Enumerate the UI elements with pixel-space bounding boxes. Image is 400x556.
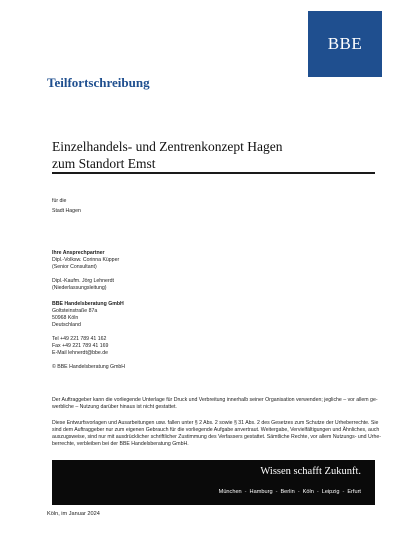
title-divider: [52, 172, 375, 174]
city-separator: -: [297, 489, 300, 495]
client-prefix: für die: [52, 198, 67, 204]
usage-notice-line: werbliche – Nutzung darüber hinaus ist nicht gestattet.: [52, 404, 177, 410]
city-separator: -: [342, 489, 345, 495]
contact-1-role: (Senior Consultant): [52, 264, 97, 270]
copyright-notice-line: auszugsweise, sind nur mit ausdrücklicher schriftlicher Zustimmung des Verfassers gestattet. Sämtliche Rechte, vor allem Nutzungs- und Urhe-: [52, 434, 381, 440]
title-line-2: zum Standort Emst: [52, 156, 156, 171]
company-block: [52, 301, 125, 371]
client-block: [52, 198, 81, 215]
place-and-date: Köln, im Januar 2024: [47, 511, 100, 517]
footer-band: [52, 460, 375, 505]
contacts-block: [52, 250, 119, 292]
bbe-logo: [308, 11, 382, 77]
document-title: [52, 138, 372, 172]
copyright-notice: [52, 420, 381, 448]
city-separator: -: [316, 489, 319, 495]
company-name: BBE Handelsberatung GmbH: [52, 301, 124, 307]
contact-1-name: Dipl.-Volksw. Corinna Küpper: [52, 257, 120, 263]
slogan: Wissen schafft Zukunft.: [260, 466, 361, 477]
company-street: Goltsteinstraße 87a: [52, 308, 98, 314]
city: Köln: [302, 489, 314, 495]
city-separator: -: [275, 489, 278, 495]
company-email[interactable]: E-Mail lehnerdt@bbe.de: [52, 350, 109, 356]
company-country: Deutschland: [52, 322, 81, 328]
city-list: [219, 489, 361, 495]
copyright: © BBE Handelsberatung GmbH: [52, 364, 126, 370]
city: München: [218, 489, 242, 495]
copyright-notice-line: berrechte, verbleiben bei der BBE Handelsberatung GmbH.: [52, 441, 189, 447]
copyright-notice-line: Diese Entwurfsvorlagen und Ausarbeitungen usw. fallen unter § 2 Abs. 2 sowie § 31 Abs. 2 des Gesetzes zum Schutze der Urheberrechte. Sie: [52, 420, 379, 426]
city-separator: -: [244, 489, 247, 495]
client-name: Stadt Hagen: [52, 208, 81, 214]
title-line-1: Einzelhandels- und Zentrenkonzept Hagen: [52, 139, 283, 154]
company-city: 50968 Köln: [52, 315, 79, 321]
document-type: Teilfortschreibung: [47, 75, 150, 90]
contacts-heading: Ihre Ansprechpartner: [52, 250, 105, 256]
company-tel: Tel +49 221 789 41 162: [52, 336, 107, 342]
usage-notice-line: Der Auftraggeber kann die vorliegende Unterlage für Druck und Verbreitung innerhalb seiner Organisation verwenden; jegliche – vor allem ge-: [52, 397, 378, 403]
usage-notice: [52, 397, 378, 411]
company-fax: Fax +49 221 789 41 169: [52, 343, 109, 349]
logo-text: BBE: [327, 34, 363, 53]
city: Berlin: [280, 489, 295, 495]
contact-2-role: (Niederlassungsleitung): [52, 285, 107, 291]
city: Leipzig: [321, 489, 340, 495]
city: Erfurt: [347, 489, 361, 495]
contact-2-name: Dipl.-Kaufm. Jörg Lehnerdt: [52, 278, 114, 284]
city: Hamburg: [249, 489, 273, 495]
copyright-notice-line: sind dem Auftraggeber nur zum eigenen Gebrauch für die vorliegende Aufgabe anvertraut. Weitergabe, Vervielfältigungen und Ähnliches, auch: [52, 427, 380, 433]
